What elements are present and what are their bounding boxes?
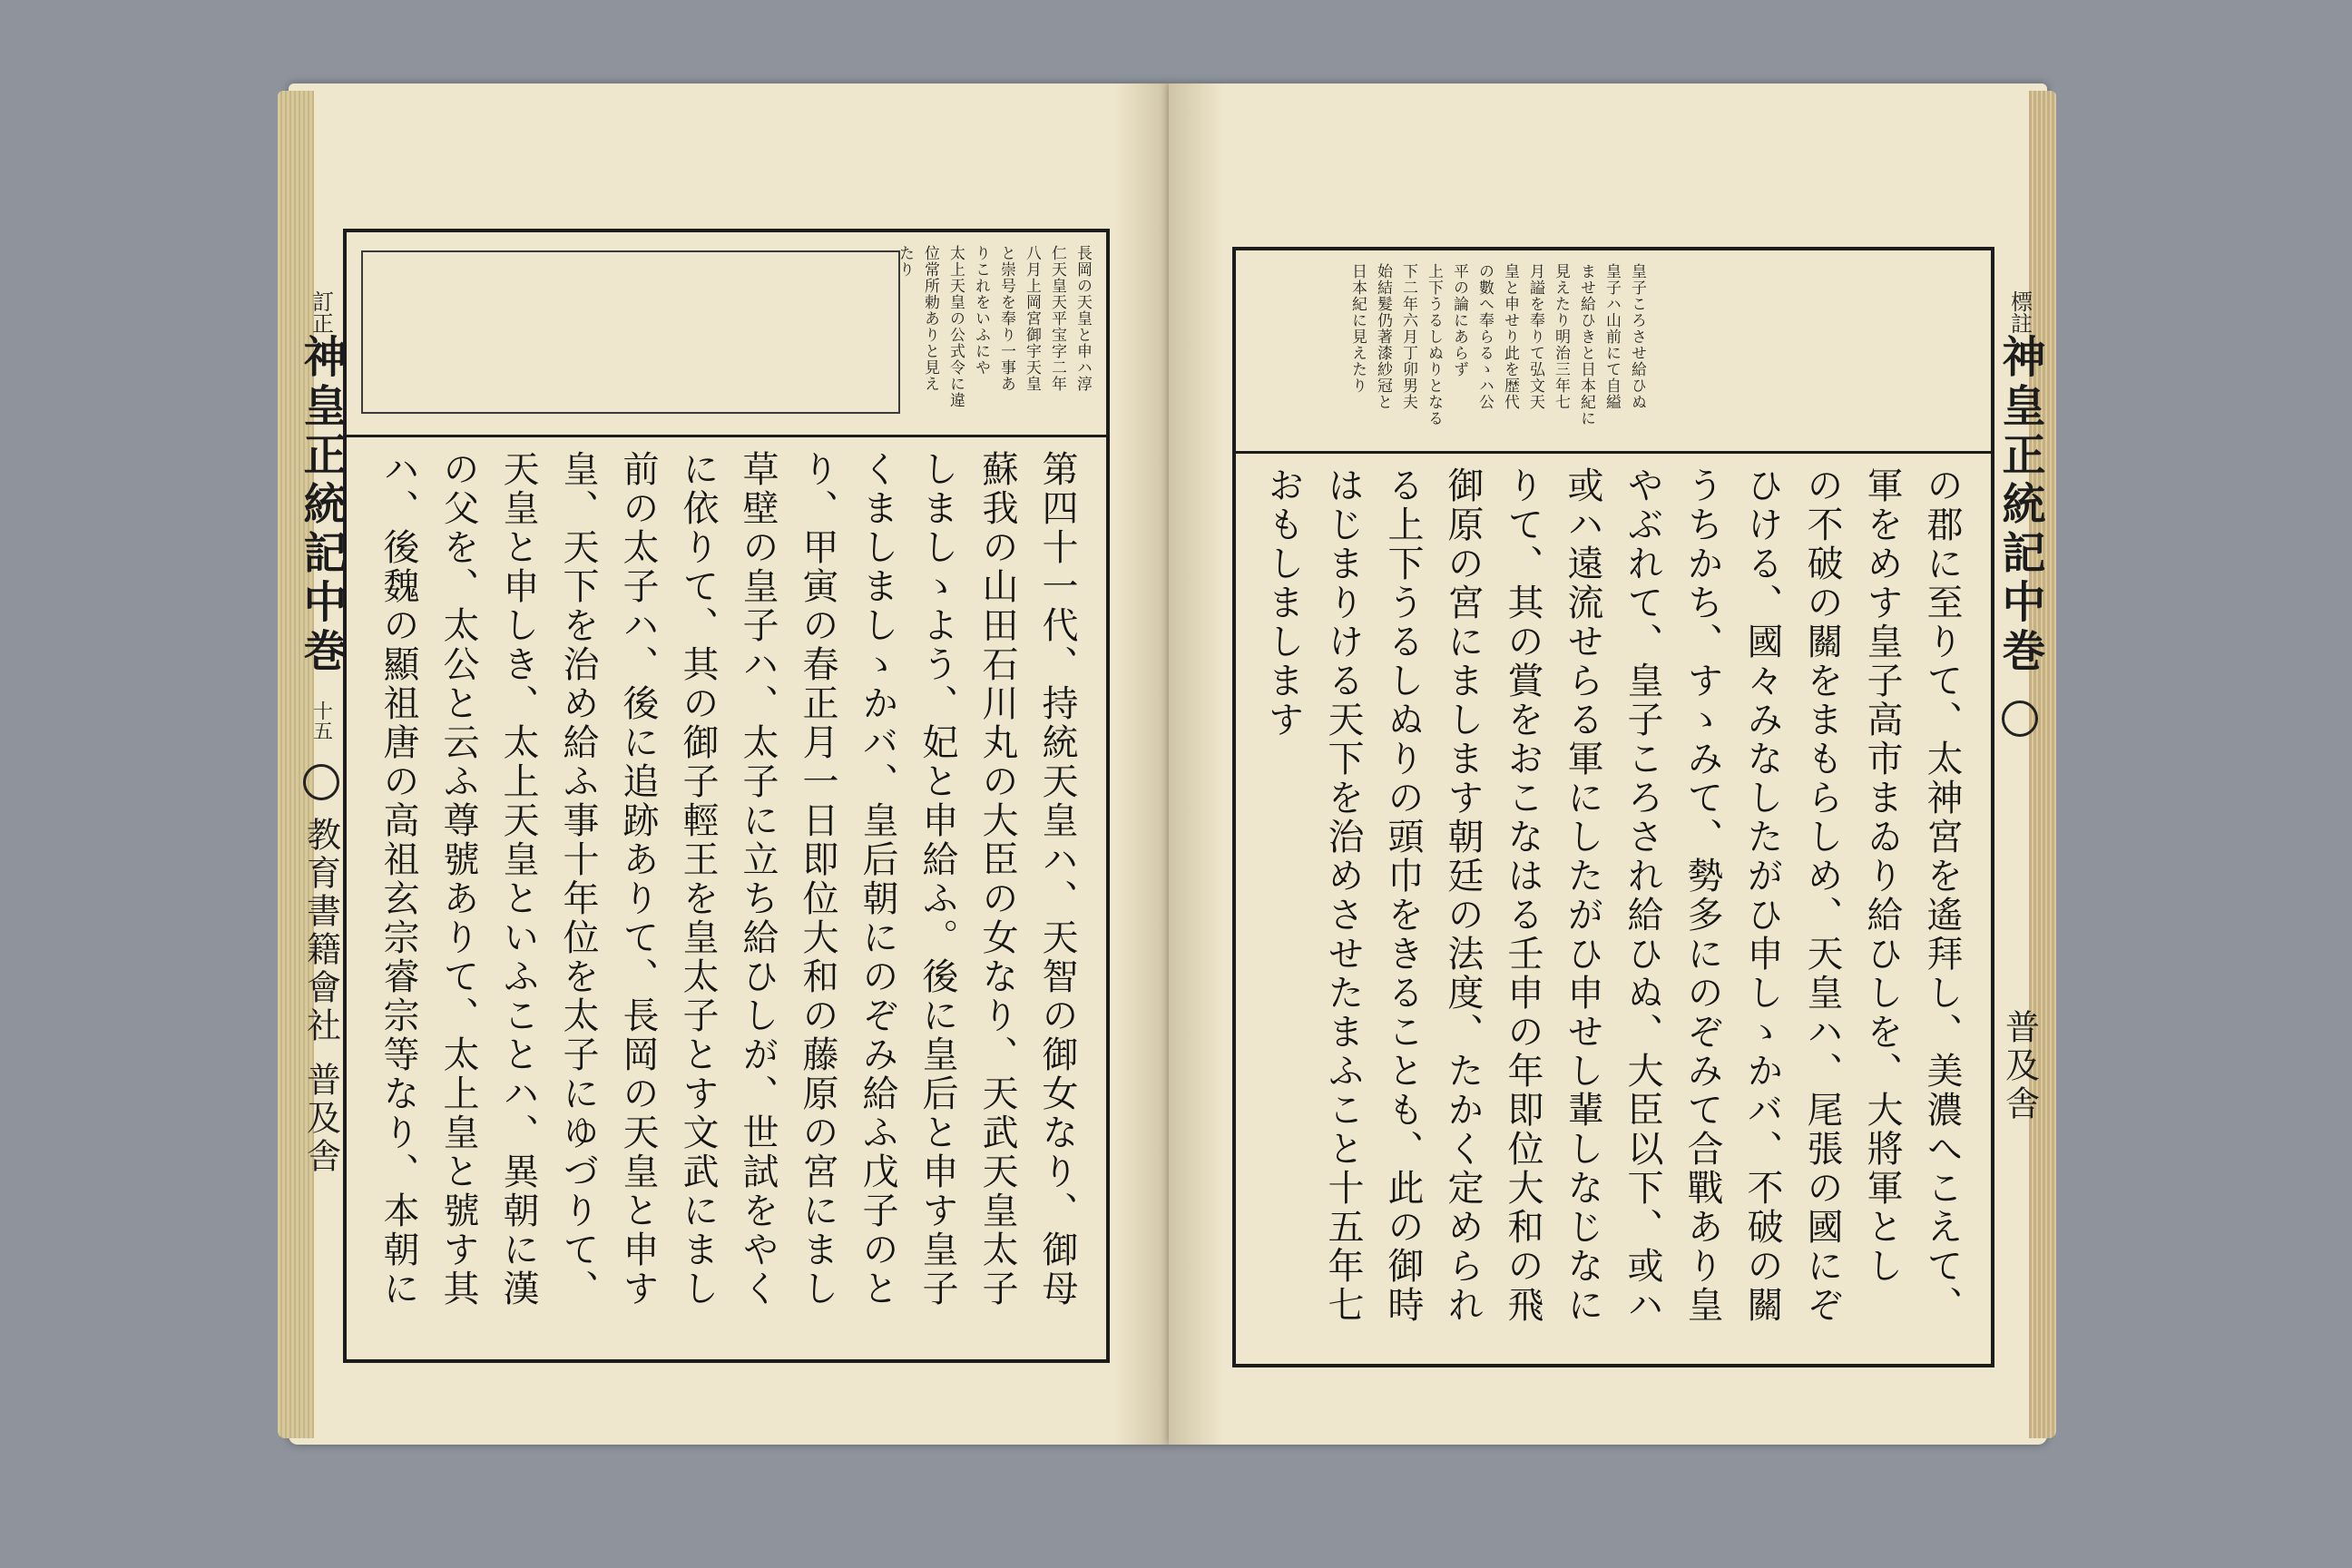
body-line: りて、其の賞をおこなはる壬申の年即位大和の飛 — [1502, 466, 1544, 1325]
note-line: 月謚を奉りて弘文天 — [1526, 263, 1544, 410]
note-line: 位常所勅ありと見え — [921, 245, 939, 392]
right-body-text — [1236, 454, 1991, 1364]
body-line: る上下うるしぬりの頭巾をきることも、此の御時 — [1382, 466, 1424, 1325]
body-line: り、甲寅の春正月一日即位大和の藤原の宮にまし — [797, 450, 838, 1308]
left-text-frame — [343, 229, 1110, 1363]
left-page — [289, 83, 1169, 1445]
margin-prefix: 標註 — [2006, 290, 2033, 334]
body-line: の郡に至りて、太神宮を遙拜し、美濃へこえて、 — [1921, 466, 1963, 1325]
body-line: ひける、國々みなしたがひ申しゝかバ、不破の關 — [1741, 466, 1783, 1325]
body-line: の父を、太公と云ふ尊號ありて、太上皇と號す其 — [437, 450, 479, 1308]
note-line: 太上天皇の公式令に違 — [946, 245, 965, 408]
note-line: 日本紀に見えたり — [1348, 263, 1367, 394]
body-line: 蘇我の山田石川丸の大臣の女なり、天武天皇太子 — [976, 450, 1018, 1308]
note-line: 八月上岡宮御宇天皇 — [1023, 245, 1041, 392]
body-line: ハ、後魏の顯祖唐の高祖玄宗睿宗等なり、本朝に — [377, 450, 419, 1308]
body-line: はじまりける天下を治めさせたまふこと十五年七 — [1322, 466, 1364, 1325]
margin-title: 神皇正統記中巻 — [1994, 334, 2045, 677]
note-line: たり — [896, 245, 914, 278]
right-text-frame — [1232, 247, 1994, 1367]
note-line: の數へ奉らるゝハ公 — [1475, 263, 1494, 410]
body-line: に依りて、其の御子輕王を皇太子とす文武にまし — [677, 450, 719, 1308]
note-line: 下二年六月丁卯男夫 — [1399, 263, 1417, 410]
note-line: 仁天皇天平宝字二年 — [1048, 245, 1066, 392]
body-line: 軍をめす皇子高市まゐり給ひしを、大將軍とし — [1861, 466, 1903, 1286]
body-line: 皇、天下を治め給ふ事十年位を太子にゆづりて、 — [557, 450, 599, 1308]
body-line: やぶれて、皇子ころされ給ひぬ、大臣以下、或ハ — [1622, 466, 1663, 1325]
body-line: 御原の宮にまします朝廷の法度、たかく定められ — [1442, 466, 1484, 1325]
body-line: 第四十一代、持統天皇ハ、天智の御女なり、御母 — [1036, 450, 1078, 1308]
gutter-shadow — [1169, 83, 1223, 1445]
body-line: くましましゝかバ、皇后朝にのぞみ給ふ戊子のと — [857, 450, 898, 1308]
body-line: の不破の關をまもらしめ、天皇ハ、尾張の國にぞ — [1801, 466, 1843, 1325]
note-line: 見えたり明治三年七 — [1552, 263, 1570, 410]
right-note-area — [1236, 250, 1991, 454]
publisher-mark: 普及舎 — [1999, 1009, 2040, 1123]
margin-title: 神皇正統記中巻 — [296, 334, 347, 677]
note-line: 平の論にあらず — [1450, 263, 1468, 377]
page-number: 十五 — [309, 701, 333, 740]
fishtail-mark-icon — [303, 764, 339, 800]
note-line: 長岡の天皇と申ハ淳 — [1073, 245, 1092, 392]
fishtail-mark-icon — [2002, 701, 2038, 737]
annotation-box — [361, 250, 900, 414]
gutter-shadow — [1114, 83, 1169, 1445]
right-margin-strip — [1994, 292, 2045, 1354]
note-line: 上下うるしぬりとなる — [1425, 263, 1443, 426]
note-line: ませ給ひきと日本紀に — [1577, 263, 1595, 426]
body-line: 前の太子ハ、後に追跡ありて、長岡の天皇と申す — [617, 450, 659, 1308]
note-line: 皇子ハ山前にて自縊 — [1602, 263, 1621, 410]
publisher-mark: 普及舎 — [300, 1062, 341, 1176]
publisher-name: 教育書籍會社 — [300, 817, 341, 1045]
note-line: 始結髮仍著漆紗冠と — [1374, 263, 1392, 410]
right-page — [1169, 83, 2047, 1445]
body-line: 草壁の皇子ハ、太子に立ち給ひしが、世試をやく — [737, 450, 779, 1308]
left-note-area — [347, 232, 1106, 437]
note-line: 皇と申せり此を歴代 — [1501, 263, 1519, 410]
body-line: 天皇と申しき、太上天皇といふことハ、異朝に漢 — [497, 450, 539, 1308]
body-line: しましゝよう、妃と申給ふ。後に皇后と申す皇子 — [916, 450, 958, 1308]
body-line: 或ハ遠流せらる軍にしたがひ申せし輩しなじなに — [1562, 466, 1603, 1325]
left-body-text — [347, 437, 1106, 1359]
body-line: おもしまします — [1262, 466, 1304, 740]
note-line: と崇号を奉り一事あ — [997, 245, 1015, 392]
note-line: 皇子ころさせ給ひぬ — [1628, 263, 1646, 410]
left-margin-strip — [296, 292, 347, 1354]
open-book — [289, 83, 2047, 1445]
note-line: りこれをいふにや — [972, 245, 990, 376]
margin-prefix: 訂正 — [308, 290, 334, 334]
body-line: うちかち、すゝみて、勢多にのぞみて合戰あり皇 — [1681, 466, 1723, 1325]
